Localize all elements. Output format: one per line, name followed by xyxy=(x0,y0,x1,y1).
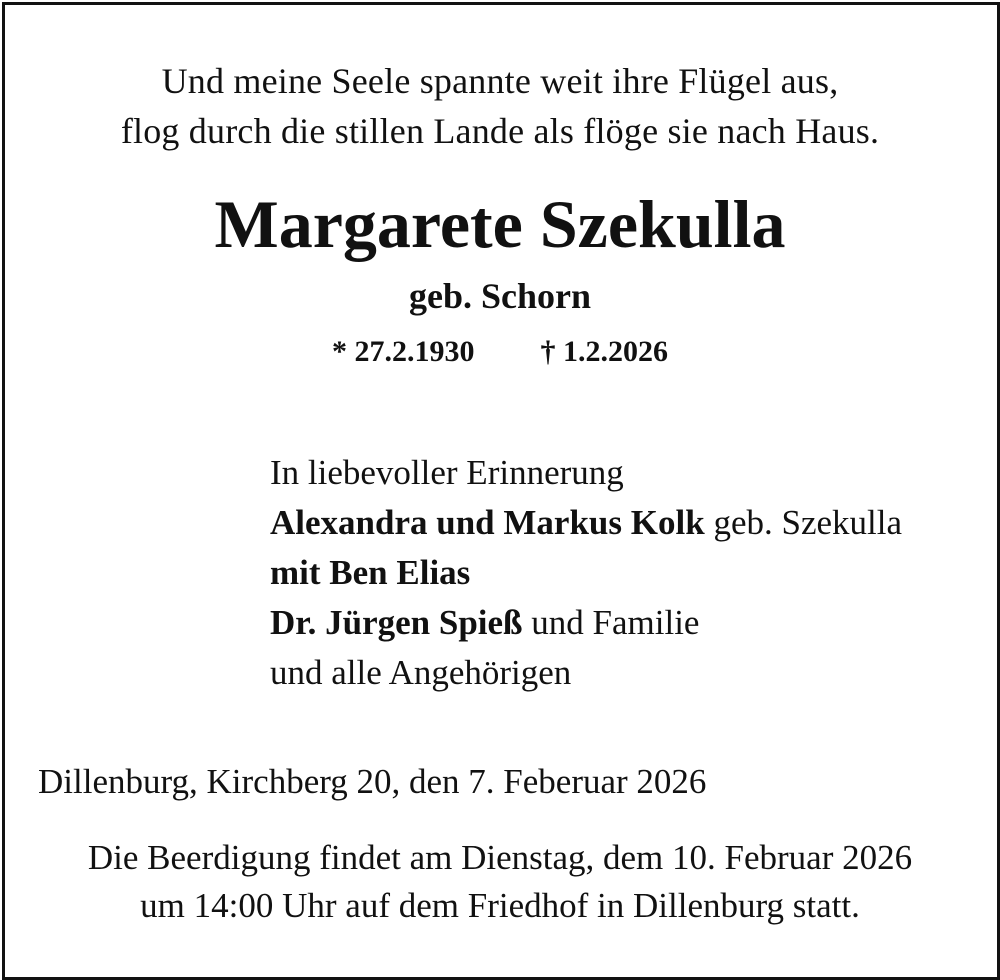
verse xyxy=(0,56,1000,156)
mourner-family-1-note: geb. Szekulla xyxy=(704,503,902,542)
mourners-block xyxy=(270,448,902,698)
birth-date: * 27.2.1930 xyxy=(332,335,475,368)
deceased-name: Margarete Szekulla xyxy=(214,186,786,262)
funeral-line-1: Die Beerdigung findet am Dienstag, dem 10. Februar 2026 xyxy=(87,838,913,877)
maiden-name: geb. Schorn xyxy=(408,276,592,316)
mourner-family-1 xyxy=(270,498,902,548)
verse-line-2: flog durch die stillen Lande als flöge sie nach Haus. xyxy=(120,111,880,151)
mourner-family-2-name: Dr. Jürgen Spieß xyxy=(270,603,523,642)
mourners-closing: und alle Angehörigen xyxy=(270,653,572,692)
mourner-family-2 xyxy=(270,598,902,648)
mourners-intro: In liebevoller Erinnerung xyxy=(270,453,624,492)
mourner-family-1-child-name: mit Ben Elias xyxy=(270,553,471,592)
verse-line-1: Und meine Seele spannte weit ihre Flügel aus, xyxy=(161,61,839,101)
funeral-line-2: um 14:00 Uhr auf dem Friedhof in Dillenburg statt. xyxy=(140,886,860,925)
funeral-info xyxy=(0,834,1000,930)
death-date: † 1.2.2026 xyxy=(540,335,668,368)
mourner-family-1-child xyxy=(270,548,902,598)
mourner-family-1-names: Alexandra und Markus Kolk xyxy=(270,503,705,542)
mourner-family-2-note: und Familie xyxy=(522,603,700,642)
life-dates xyxy=(0,334,1000,370)
place-and-date: Dillenburg, Kirchberg 20, den 7. Feberuar 2026 xyxy=(38,762,707,801)
